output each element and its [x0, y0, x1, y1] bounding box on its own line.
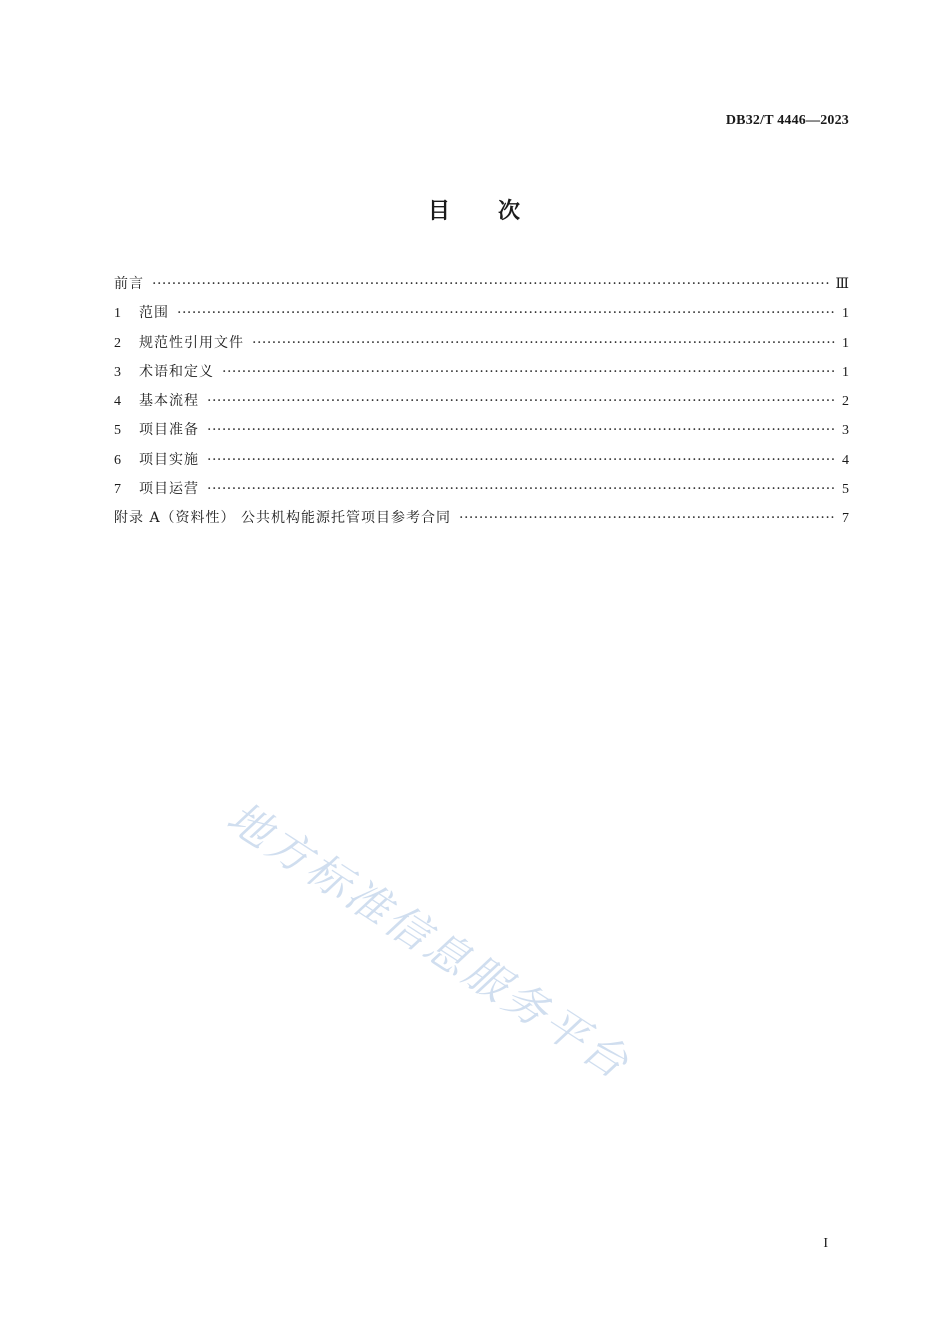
- toc-entry-number: 6: [114, 452, 121, 468]
- toc-entry-page: 3: [842, 423, 849, 439]
- toc-leader-dots: [222, 358, 835, 387]
- toc-entry-label: 基本流程: [139, 393, 199, 410]
- toc-entry-foreword[interactable]: [114, 270, 849, 299]
- toc-entry-number: 7: [114, 482, 121, 498]
- toc-entry-page: Ⅲ: [835, 277, 849, 292]
- toc-entry-page: 2: [842, 394, 849, 410]
- toc-leader-dots: [207, 416, 835, 445]
- toc-entry-page: 4: [842, 452, 849, 468]
- toc-entry-number: 3: [114, 364, 121, 380]
- toc-entry-number: 2: [114, 335, 121, 351]
- toc-entry-label: 附录 A（资料性） 公共机构能源托管项目参考合同: [114, 510, 452, 527]
- toc-entry-number: 4: [114, 394, 121, 410]
- toc-entry-label: 项目准备: [139, 422, 199, 439]
- toc-entry-label: 前言: [114, 276, 144, 292]
- toc-leader-dots: [459, 504, 835, 533]
- toc-entry-page: 1: [842, 306, 849, 322]
- toc-entry-scope[interactable]: [114, 299, 849, 328]
- toc-entry-label: 规范性引用文件: [139, 334, 244, 351]
- toc-entry-project-operation[interactable]: [114, 475, 849, 504]
- toc-entry-project-implementation[interactable]: [114, 446, 849, 475]
- toc-entry-number: 5: [114, 423, 121, 439]
- table-of-contents: [114, 270, 849, 534]
- toc-entry-label: 术语和定义: [139, 363, 214, 380]
- document-code: DB32/T 4446—2023: [725, 113, 849, 128]
- toc-entry-number: 1: [114, 306, 121, 322]
- toc-entry-page: 7: [842, 511, 849, 527]
- toc-entry-label: 项目运营: [139, 481, 199, 498]
- toc-leader-dots: [207, 387, 835, 416]
- toc-leader-dots: [152, 270, 829, 299]
- toc-entry-label: 项目实施: [139, 451, 199, 468]
- toc-entry-terms-definitions[interactable]: [114, 358, 849, 387]
- toc-title-part2: 次: [498, 199, 523, 224]
- toc-title-part1: 目: [427, 199, 452, 224]
- toc-entry-page: 1: [842, 364, 849, 380]
- toc-leader-dots: [207, 475, 835, 504]
- toc-entry-page: 1: [842, 335, 849, 351]
- toc-entry-basic-process[interactable]: [114, 387, 849, 416]
- toc-entry-appendix-a[interactable]: [114, 504, 849, 533]
- toc-entry-page: 5: [842, 482, 849, 498]
- toc-entry-normative-references[interactable]: [114, 329, 849, 358]
- toc-entry-project-preparation[interactable]: [114, 416, 849, 445]
- toc-entry-label: 范围: [139, 305, 169, 322]
- page-number: I: [823, 1236, 828, 1251]
- toc-leader-dots: [207, 446, 835, 475]
- toc-leader-dots: [177, 299, 835, 328]
- toc-title: [0, 194, 950, 225]
- toc-leader-dots: [252, 329, 835, 358]
- watermark: 地方标准信息服务平台: [217, 792, 640, 1091]
